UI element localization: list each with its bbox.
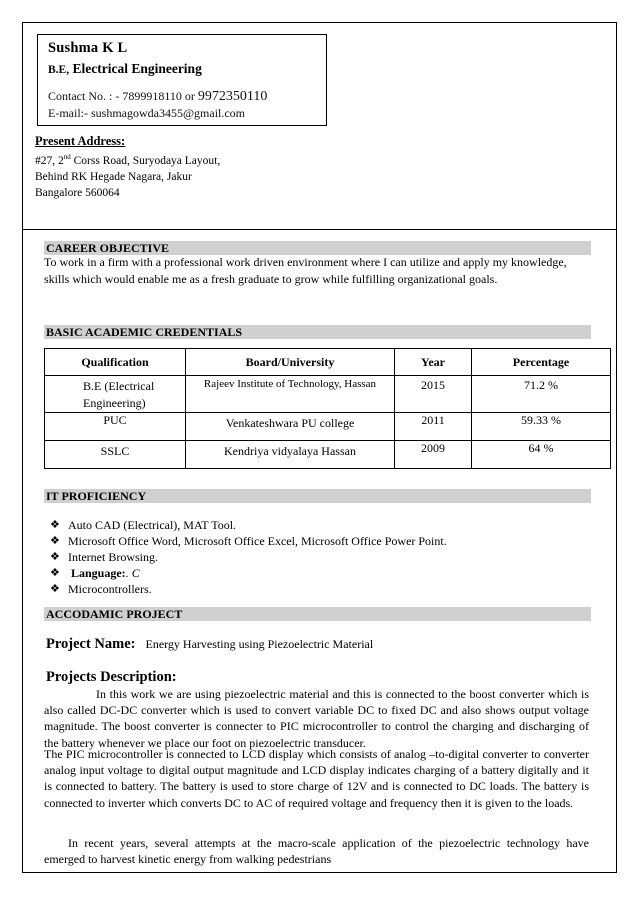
list-item	[50, 517, 447, 533]
cell-board: Kendriya vidyalaya Hassan	[186, 441, 395, 469]
address-line-1-sup: nd	[63, 153, 71, 161]
cell-qualification: PUC	[45, 413, 186, 441]
cell-board: Rajeev Institute of Technology, Hassan	[186, 376, 395, 413]
table-row	[45, 413, 611, 441]
degree-prefix: B.E,	[48, 64, 70, 76]
academic-heading: BASIC ACADEMIC CREDENTIALS	[44, 325, 591, 339]
list-item-text: Internet Browsing.	[68, 550, 158, 564]
contact-alt: 9972350110	[197, 89, 268, 104]
list-item	[50, 549, 447, 565]
list-item-text: Microsoft Office Word, Microsoft Office Excel, Microsoft Office Power Point.	[68, 534, 447, 548]
divider	[22, 229, 617, 230]
cell-qualification: SSLC	[45, 441, 186, 469]
list-item-text: Microcontrollers.	[68, 582, 152, 596]
col-qualification: Qualification	[45, 349, 186, 376]
address-line-3: Bangalore 560064	[35, 186, 120, 199]
table-header-row	[45, 349, 611, 376]
address-line-1-post: Corss Road, Suryodaya Layout,	[70, 154, 221, 167]
contact-label: Contact No. : - 7899918110 or	[48, 89, 195, 103]
cell-year: 2015	[395, 376, 472, 413]
diamond-bullet-icon: ❖	[50, 582, 60, 595]
diamond-bullet-icon: ❖	[50, 534, 60, 547]
project-heading: ACCODAMIC PROJECT	[44, 607, 591, 621]
cell-percentage: 64 %	[472, 441, 611, 469]
it-skills-list	[50, 517, 447, 597]
project-description-para-3: In recent years, several attempts at the macro-scale application of the piezoelectric technology have emerged to harvest kinetic energy from walking pedestrians	[44, 836, 589, 867]
cell-qualification: B.E (Electrical Engineering)	[45, 376, 186, 413]
language-value: . C	[125, 566, 140, 580]
cell-percentage: 59.33 %	[472, 413, 611, 441]
cell-year: 2011	[395, 413, 472, 441]
present-address	[35, 133, 220, 201]
col-year: Year	[395, 349, 472, 376]
academic-table	[44, 348, 611, 469]
project-name-label: Project Name:	[46, 636, 136, 652]
project-name-value: Energy Harvesting using Piezoelectric Material	[145, 637, 374, 651]
career-objective-heading: CAREER OBJECTIVE	[44, 241, 591, 255]
project-description-title: Projects Description:	[46, 669, 177, 685]
list-item	[50, 581, 447, 597]
diamond-bullet-icon: ❖	[50, 550, 60, 563]
candidate-name: Sushma K L	[48, 40, 128, 56]
col-percentage: Percentage	[472, 349, 611, 376]
contact-number	[48, 89, 316, 105]
it-proficiency-heading: IT PROFICIENCY	[44, 489, 591, 503]
diamond-bullet-icon: ❖	[50, 518, 60, 531]
project-description-para-1: In this work we are using piezoelectric material and this is connected to the boost converter which is also called DC-DC converter which is used to convert variable DC to fixed DC and also shows output voltage magnitude. The boost converter is connecter to PIC microcontroller to control the charging and discharging of the battery whenever we place our foot on piezoelectric transducer.	[44, 687, 589, 750]
project-description-para-2: The PIC microcontroller is connected to LCD display which consists of analog –to-digital converter to converter analog input voltage to digital output magnitude and LCD display indicates charging of a battery digitally and it is connected to battery. The battery is used to store charge of 12V and is connected to DC loads. The battery is connected to inverter which converts DC to AC of required voltage and frequency then it is given to the loads.	[44, 747, 589, 810]
cell-year: 2009	[395, 441, 472, 469]
address-title: Present Address:	[35, 134, 126, 148]
col-board: Board/University	[186, 349, 395, 376]
diamond-bullet-icon: ❖	[50, 566, 60, 579]
address-line-1-pre: #27, 2	[35, 154, 64, 167]
address-line-2: Behind RK Hegade Nagara, Jakur	[35, 170, 192, 183]
header-box	[37, 34, 327, 126]
degree-name: Electrical Engineering	[72, 61, 202, 76]
list-item	[50, 565, 447, 581]
email: E-mail:- sushmagowda3455@gmail.com	[48, 106, 246, 120]
cell-board: Venkateshwara PU college	[186, 413, 395, 441]
career-objective-text: To work in a firm with a professional work driven environment where I can utilize and apply my knowledge, skills which would enable me as a fresh graduate to grow while fulfilling organizational goals.	[44, 255, 567, 286]
address-line-1	[35, 149, 220, 169]
table-row	[45, 441, 611, 469]
list-item-text: Auto CAD (Electrical), MAT Tool.	[68, 518, 237, 532]
table-row	[45, 376, 611, 413]
project-name	[46, 636, 373, 653]
list-item	[50, 533, 447, 549]
language-label: Language:	[71, 566, 126, 580]
degree	[48, 61, 316, 77]
cell-percentage: 71.2 %	[472, 376, 611, 413]
